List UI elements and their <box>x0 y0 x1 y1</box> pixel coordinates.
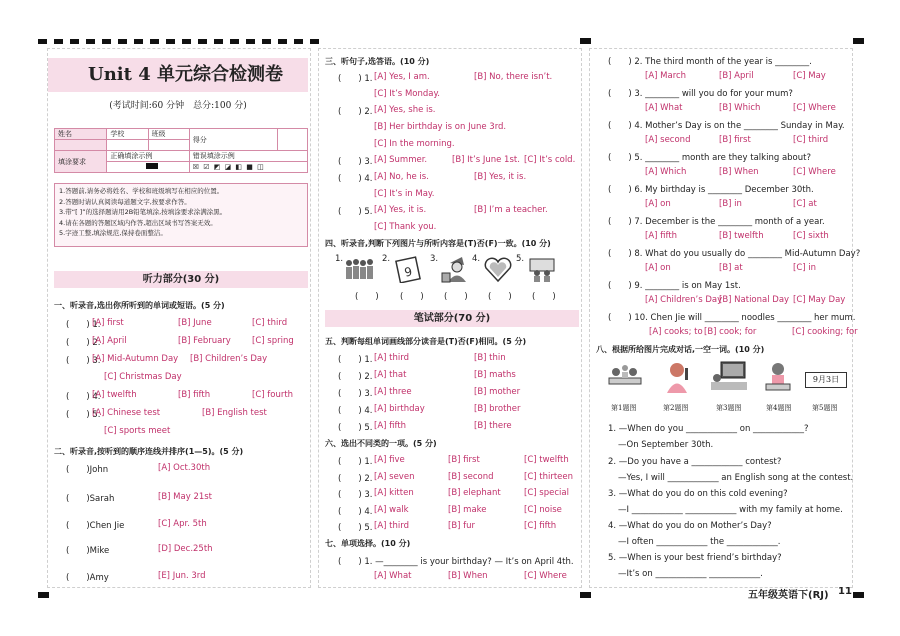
s1-q4-c[interactable]: [C] fourth <box>252 390 294 400</box>
s4-answer-3[interactable]: ( ) <box>444 292 468 302</box>
s3-q5-a[interactable]: [A] Yes, it is. <box>374 205 427 215</box>
top-dash-line-left <box>38 39 320 44</box>
dialogue-line: 2. —Do you have a ____________ contest? <box>608 457 782 467</box>
exam-subtitle: (考试时间:60 分钟 总分:100 分) <box>109 101 247 111</box>
s7-option-b[interactable]: [B] at <box>719 263 743 273</box>
s5-q2: ( ) 2. <box>338 372 373 382</box>
s6-q2-a[interactable]: [A] seven <box>374 472 415 482</box>
s7-option-c[interactable]: [C] May Day <box>793 295 846 305</box>
s7-option-a[interactable]: [A] Children’s Day <box>645 295 723 305</box>
s2-name-2[interactable]: ( )Sarah <box>66 494 115 504</box>
dialogue-line: —It’s on ____________ ____________. <box>618 569 763 579</box>
section-7-title: 七、单项选择。(10 分) <box>325 539 411 548</box>
s7-option-a[interactable]: [A] second <box>645 135 691 145</box>
note-line: 3.带“[ ]”的选择题请用2B铅笔填涂,按填涂要求涂满涂黑。 <box>59 208 227 216</box>
picture-q1 <box>607 360 643 394</box>
date-box: 9月3日 <box>805 372 847 388</box>
s5-q1-b: [B] thin <box>474 353 506 363</box>
exam-notes <box>54 183 308 247</box>
s1-q1: ( ) 1. <box>66 320 101 330</box>
s4-answer-1[interactable]: ( ) <box>355 292 379 302</box>
s7-q1-b[interactable]: [B] When <box>448 571 488 581</box>
footer-label: 五年级英语下(RJ) <box>748 590 829 601</box>
calendar-picture <box>392 255 424 283</box>
singers-picture <box>343 255 375 283</box>
s3-q1: ( ) 1. <box>338 74 373 84</box>
wrong-fill-label: 错误填涂示例 <box>189 151 307 162</box>
s7-option-c[interactable]: [C] cooking; for <box>792 327 858 337</box>
s3-q4-b[interactable]: [B] Yes, it is. <box>474 172 527 182</box>
s1-q4-b[interactable]: [B] fifth <box>178 390 211 400</box>
picture-q3 <box>709 360 749 394</box>
dialogue-line: 1. —When do you ____________ on ____________? <box>608 424 809 434</box>
s6-q2-b[interactable]: [B] second <box>448 472 494 482</box>
s1-q2-b[interactable]: [B] February <box>178 336 231 346</box>
school-field[interactable] <box>107 140 148 151</box>
dialogue-line: —I ____________ ____________ with my family at home. <box>618 505 843 515</box>
dialogue-line: —Yes, I will ____________ an English song at the contest. <box>618 473 854 483</box>
s7-question: ( ) 3. ________ will you do for your mum? <box>608 89 793 99</box>
s2-date-c[interactable]: [C] Apr. 5th <box>158 519 207 529</box>
s6-q1-a[interactable]: [A] five <box>374 455 405 465</box>
picture-label-2: 第2题图 <box>663 404 689 412</box>
s6-q5-b[interactable]: [B] fur <box>448 521 476 531</box>
s4-answer-5[interactable]: ( ) <box>532 292 556 302</box>
picture-label-1: 第1题图 <box>611 404 637 412</box>
dialogue-line: 5. —When is your best friend’s birthday? <box>608 553 782 563</box>
s3-q5: ( ) 5. <box>338 207 373 217</box>
s7-option-b[interactable]: [B] cook; for <box>704 327 757 337</box>
s7-question: ( ) 8. What do you usually do ________ Mid-Autumn Day? <box>608 249 861 259</box>
s2-date-e[interactable]: [E] Jun. 3rd <box>158 571 206 581</box>
s7-question: ( ) 4. Mother’s Day is on the ________ Sunday in May. <box>608 121 845 131</box>
section-4-title: 四、听录音,判断下列图片与所听内容是(T)否(F)一致。(10 分) <box>325 239 551 248</box>
s7-question: ( ) 5. ________ month are they talking about? <box>608 153 811 163</box>
s6-q4-c[interactable]: [C] noise <box>524 505 562 515</box>
crop-mark-bottom-mid <box>580 592 591 598</box>
section-6-title: 六、选出不同类的一项。(5 分) <box>325 439 437 448</box>
score-field[interactable] <box>278 129 308 151</box>
s1-q3-b[interactable]: [B] Children’s Day <box>190 354 268 364</box>
s3-q1-a[interactable]: [A] Yes, I am. <box>374 72 430 82</box>
s1-q5-a[interactable]: [A] Chinese test <box>92 408 161 418</box>
page-number: 11 <box>838 586 852 597</box>
s5-q1-a: [A] third <box>374 353 409 363</box>
s6-q3-b[interactable]: [B] elephant <box>448 488 501 498</box>
writing-section-header: 笔试部分(70 分) <box>325 310 579 327</box>
s1-q4-a[interactable]: [A] twelfth <box>92 390 137 400</box>
s5-q5: ( ) 5. <box>338 423 373 433</box>
s7-option-a[interactable]: [A] Which <box>645 167 687 177</box>
s7-option-a[interactable]: [A] cooks; to <box>649 327 703 337</box>
s7-q1-a[interactable]: [A] What <box>374 571 412 581</box>
wrong-fill-example: ☒ ☑ ◩ ◪ ◧ ■ ◫ <box>189 162 307 173</box>
s4-answer-4[interactable]: ( ) <box>488 292 512 302</box>
s2-name-5[interactable]: ( )Amy <box>66 573 109 583</box>
s7-option-c[interactable]: [C] at <box>793 199 817 209</box>
s2-date-a[interactable]: [A] Oct.30th <box>158 463 211 473</box>
s7-option-b[interactable]: [B] April <box>719 71 754 81</box>
s7-q1: ( ) 1. —________ is your birthday? — It’s on April 4th. <box>338 557 574 567</box>
s7-option-b[interactable]: [B] Which <box>719 103 761 113</box>
s2-name-3[interactable]: ( )Chen Jie <box>66 521 125 531</box>
section-2-title: 二、听录音,按听到的顺序连线并排序(1—5)。(5 分) <box>54 447 244 456</box>
s3-q2-a[interactable]: [A] Yes, she is. <box>374 105 436 115</box>
s5-q2-a: [A] that <box>374 370 407 380</box>
svg-text:9: 9 <box>403 264 414 280</box>
note-line: 2.答题时请认真阅读每道题文字,按要求作答。 <box>59 197 191 206</box>
s4-num-4: 4. <box>472 254 481 264</box>
score-label: 得分 <box>189 129 278 151</box>
dialogue-line: —On September 30th. <box>618 440 714 450</box>
s5-q5-a: [A] fifth <box>374 421 407 431</box>
note-line: 4.请在各题的答题区域内作答,超出区域书写答案无效。 <box>59 218 217 227</box>
s6-q5-a[interactable]: [A] third <box>374 521 409 531</box>
s5-q3: ( ) 3. <box>338 389 373 399</box>
s6-q3: ( ) 3. <box>338 490 373 500</box>
section-8-title: 八、根据所给图片完成对话,一空一词。(10 分) <box>596 345 765 354</box>
s5-q4: ( ) 4. <box>338 406 373 416</box>
s6-q3-a[interactable]: [A] kitten <box>374 488 414 498</box>
s3-q4-c[interactable]: [C] It’s in May. <box>374 189 435 199</box>
s6-q1-b[interactable]: [B] first <box>448 455 480 465</box>
page-title: Unit 4 单元综合检测卷 <box>48 58 308 92</box>
s7-option-a[interactable]: [A] fifth <box>645 231 678 241</box>
s2-name-1[interactable]: ( )John <box>66 465 109 475</box>
s1-q3-c[interactable]: [C] Christmas Day <box>104 372 182 382</box>
note-line: 5.字迹工整,填涂规范,保持卷面整洁。 <box>59 229 167 237</box>
s7-option-b[interactable]: [B] When <box>719 167 759 177</box>
s3-q3-a[interactable]: [A] Summer. <box>374 155 428 165</box>
s3-q3-c[interactable]: [C] It’s cold. <box>524 155 576 165</box>
family-picture <box>526 255 558 283</box>
santa-picture <box>440 255 472 283</box>
s7-question: ( ) 2. The third month of the year is ________. <box>608 57 812 67</box>
picture-label-4: 第4题图 <box>766 404 792 412</box>
s2-name-4[interactable]: ( )Mike <box>66 546 110 556</box>
s5-q2-b: [B] maths <box>474 370 516 380</box>
s1-q3-a[interactable]: [A] Mid-Autumn Day <box>92 354 179 364</box>
dialogue-line: 3. —What do you do on this cold evening? <box>608 489 788 499</box>
s3-q2: ( ) 2. <box>338 107 373 117</box>
s7-option-a[interactable]: [A] on <box>645 199 671 209</box>
s3-q2-c[interactable]: [C] In the morning. <box>374 139 455 149</box>
s2-date-b[interactable]: [B] May 21st <box>158 492 213 502</box>
s3-q5-c[interactable]: [C] Thank you. <box>374 222 437 232</box>
s3-q4: ( ) 4. <box>338 174 373 184</box>
section-1-title: 一、听录音,选出你所听到的单词或短语。(5 分) <box>54 301 225 310</box>
s7-option-b[interactable]: [B] in <box>719 199 742 209</box>
s3-q1-b[interactable]: [B] No, there isn’t. <box>474 72 553 82</box>
s4-answer-2[interactable]: ( ) <box>400 292 424 302</box>
crop-mark-bottom-left <box>38 592 49 598</box>
s7-question: ( ) 10. Chen Jie will ________ noodles ________ her mum. <box>608 313 856 323</box>
s5-q4-b: [B] brother <box>474 404 521 414</box>
s7-option-a[interactable]: [A] What <box>645 103 683 113</box>
name-label: 姓名 <box>55 129 107 140</box>
s3-q1-c[interactable]: [C] It’s Monday. <box>374 89 440 99</box>
s1-q2: ( ) 2. <box>66 338 101 348</box>
s7-option-c[interactable]: [C] May <box>793 71 826 81</box>
s7-question: ( ) 7. December is the ________ month of a year. <box>608 217 825 227</box>
crop-mark-bottom-right <box>853 592 864 598</box>
note-line: 1.答题前,请务必将姓名、学校和班级填写在相应的位置。 <box>59 187 224 195</box>
fill-requirement-label: 填涂要求 <box>55 151 107 173</box>
s7-option-a[interactable]: [A] on <box>645 263 671 273</box>
s1-q5-c[interactable]: [C] sports meet <box>104 426 171 436</box>
s1-q2-c[interactable]: [C] spring <box>252 336 294 346</box>
s3-q5-b[interactable]: [B] I’m a teacher. <box>474 205 548 215</box>
listening-section-header: 听力部分(30 分) <box>54 271 308 288</box>
dialogue-line: 4. —What do you do on Mother’s Day? <box>608 521 772 531</box>
picture-label-3: 第3题图 <box>716 404 742 412</box>
picture-q2 <box>659 360 695 394</box>
s7-option-c[interactable]: [C] Where <box>793 167 836 177</box>
section-3-title: 三、听句子,选答语。(10 分) <box>325 57 430 66</box>
s4-num-3: 3. <box>430 254 439 264</box>
s5-q4-a: [A] birthday <box>374 404 425 414</box>
s6-q2: ( ) 2. <box>338 474 373 484</box>
s7-option-c[interactable]: [C] Where <box>793 103 836 113</box>
s7-question: ( ) 9. ________ is on May 1st. <box>608 281 741 291</box>
s6-q4-a[interactable]: [A] walk <box>374 505 409 515</box>
s7-option-b[interactable]: [B] twelfth <box>719 231 764 241</box>
s6-q4-b[interactable]: [B] make <box>448 505 487 515</box>
class-label: 班级 <box>148 129 189 140</box>
s4-num-5: 5. <box>516 254 525 264</box>
s5-q3-a: [A] three <box>374 387 412 397</box>
correct-fill-label: 正确填涂示例 <box>107 151 189 162</box>
s6-q1: ( ) 1. <box>338 457 373 467</box>
s6-q4: ( ) 4. <box>338 507 373 517</box>
s6-q5-c[interactable]: [C] fifth <box>524 521 557 531</box>
s6-q2-c[interactable]: [C] thirteen <box>524 472 574 482</box>
s3-q2-b[interactable]: [B] Her birthday is on June 3rd. <box>374 122 507 132</box>
s3-q3: ( ) 3. <box>338 157 373 167</box>
s1-q5: ( ) 5. <box>66 410 101 420</box>
s4-num-2: 2. <box>382 254 391 264</box>
s4-num-1: 1. <box>335 254 344 264</box>
s6-q3-c[interactable]: [C] special <box>524 488 569 498</box>
s7-option-c[interactable]: [C] sixth <box>793 231 829 241</box>
s7-option-a[interactable]: [A] March <box>645 71 687 81</box>
s1-q1-c[interactable]: [C] third <box>252 318 288 328</box>
s6-q1-c[interactable]: [C] twelfth <box>524 455 569 465</box>
crop-mark-top-right <box>853 38 864 44</box>
s7-option-b[interactable]: [B] first <box>719 135 751 145</box>
s7-option-c[interactable]: [C] third <box>793 135 829 145</box>
heart-picture <box>482 255 514 283</box>
s2-date-d[interactable]: [D] Dec.25th <box>158 544 213 554</box>
s7-option-c[interactable]: [C] in <box>793 263 817 273</box>
s1-q3: ( ) 3. <box>66 356 101 366</box>
s7-option-b[interactable]: [B] National Day <box>719 295 790 305</box>
s3-q3-b[interactable]: [B] It’s June 1st. <box>452 155 520 165</box>
s1-q5-b[interactable]: [B] English test <box>202 408 267 418</box>
student-info-table <box>54 128 308 173</box>
correct-fill-example <box>107 162 189 173</box>
s7-q1-c[interactable]: [C] Where <box>524 571 567 581</box>
s1-q2-a[interactable]: [A] April <box>92 336 127 346</box>
picture-q4 <box>762 360 794 394</box>
s5-q3-b: [B] mother <box>474 387 521 397</box>
crop-mark-top-mid <box>580 38 591 44</box>
s7-question: ( ) 6. My birthday is ________ December 30th. <box>608 185 814 195</box>
s1-q4: ( ) 4. <box>66 392 101 402</box>
class-field[interactable] <box>148 140 189 151</box>
s5-q5-b: [B] there <box>474 421 512 431</box>
picture-label-5: 第5题图 <box>812 404 838 412</box>
school-label: 学校 <box>107 129 148 140</box>
s6-q5: ( ) 5. <box>338 523 373 533</box>
section-5-title: 五、判断每组单词画线部分读音是(T)否(F)相同。(5 分) <box>325 337 527 346</box>
s5-q1: ( ) 1. <box>338 355 373 365</box>
s1-q1-b[interactable]: [B] June <box>178 318 212 328</box>
s1-q1-a[interactable]: [A] first <box>92 318 124 328</box>
dialogue-line: —I often ____________ the ____________. <box>618 537 781 547</box>
s3-q4-a[interactable]: [A] No, he is. <box>374 172 429 182</box>
